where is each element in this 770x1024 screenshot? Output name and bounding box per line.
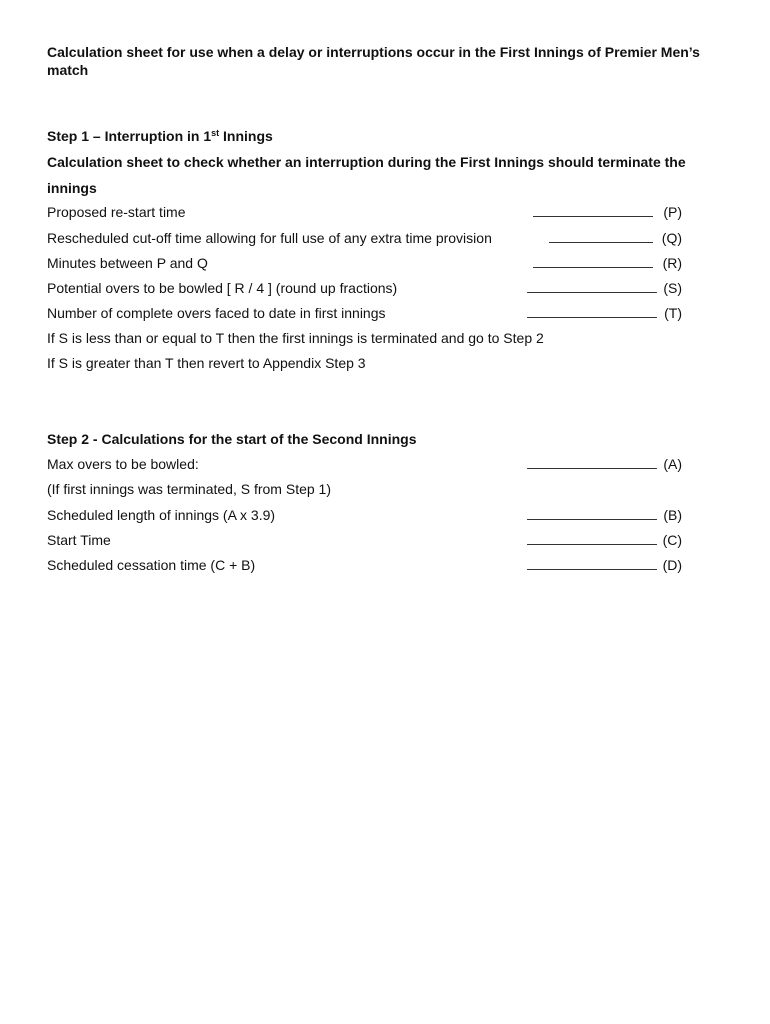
row-label: Potential overs to be bowled [ R / 4 ] (round up fractions) (47, 280, 398, 296)
row-code: (T) (664, 305, 682, 321)
step1-heading-prefix: Step 1 – Interruption in 1 (47, 128, 212, 144)
step2-note: (If first innings was terminated, S from Step 1) (47, 481, 331, 497)
row-label: Number of complete overs faced to date in first innings (47, 305, 386, 321)
step1-note-revert: If S is greater than T then revert to Appendix Step 3 (47, 355, 366, 371)
row-code: (P) (663, 204, 682, 220)
fill-in-blank-q[interactable] (549, 242, 653, 243)
row-rescheduled-cutoff-time (47, 228, 682, 248)
row-code: (R) (662, 255, 682, 271)
row-label: Minutes between P and Q (47, 255, 208, 271)
step1-subheading: Calculation sheet to check whether an interruption during the First Innings should terminate the innings (47, 154, 686, 196)
step2-heading: Step 2 - Calculations for the start of the Second Innings (47, 431, 417, 447)
row-label: Start Time (47, 532, 111, 548)
fill-in-blank-t[interactable] (527, 317, 657, 318)
fill-in-blank-c[interactable] (527, 544, 657, 545)
row-potential-overs (47, 278, 682, 298)
row-code: (Q) (661, 230, 682, 246)
row-code: (B) (663, 507, 682, 523)
step1-note-terminated: If S is less than or equal to T then the first innings is terminated and go to Step 2 (47, 330, 544, 346)
fill-in-blank-r[interactable] (533, 267, 653, 268)
row-label: Proposed re-start time (47, 204, 186, 220)
step1-heading-suffix: Innings (219, 128, 273, 144)
row-max-overs (47, 454, 682, 474)
document-title: Calculation sheet for use when a delay or interruptions occur in the First Innings of Premier Men’s match (47, 44, 700, 78)
row-label: Rescheduled cut-off time allowing for full use of any extra time provision (47, 230, 492, 246)
fill-in-blank-b[interactable] (527, 519, 657, 520)
row-start-time (47, 530, 682, 550)
fill-in-blank-d[interactable] (527, 569, 657, 570)
row-code: (D) (662, 557, 682, 573)
step1-heading-sup: st (211, 128, 220, 138)
row-code: (C) (662, 532, 682, 548)
fill-in-blank-s[interactable] (527, 292, 657, 293)
row-scheduled-cessation-time (47, 555, 682, 575)
fill-in-blank-p[interactable] (533, 216, 653, 217)
row-code: (S) (663, 280, 682, 296)
row-scheduled-length (47, 505, 682, 525)
row-label: Scheduled cessation time (C + B) (47, 557, 256, 573)
row-proposed-restart-time (47, 202, 682, 222)
row-code: (A) (663, 456, 682, 472)
row-label: Max overs to be bowled: (47, 456, 199, 472)
row-complete-overs-faced (47, 303, 682, 323)
step1-heading (47, 127, 273, 145)
fill-in-blank-a[interactable] (527, 468, 657, 469)
row-minutes-between-p-and-q (47, 253, 682, 273)
row-label: Scheduled length of innings (A x 3.9) (47, 507, 276, 523)
